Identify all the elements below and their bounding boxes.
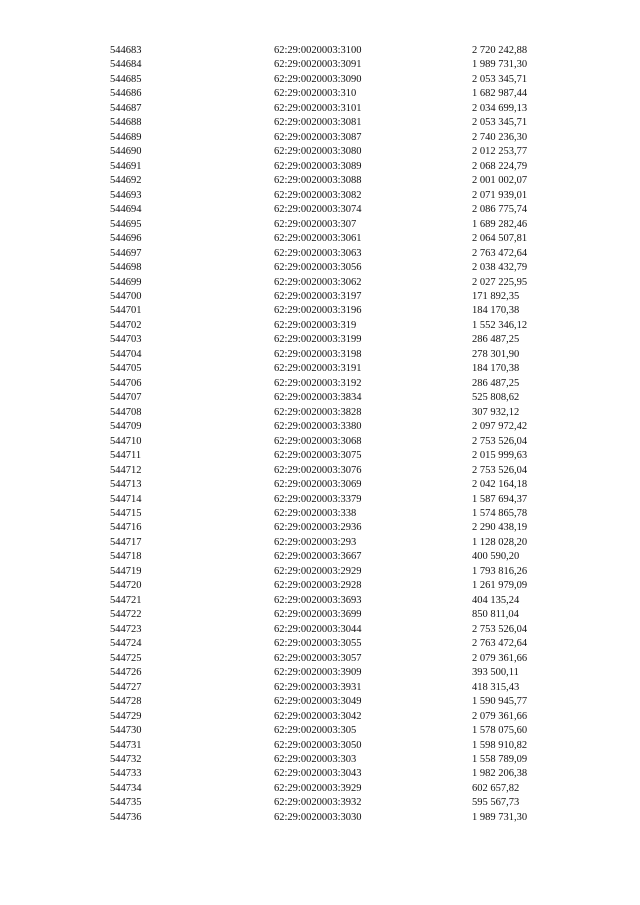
cadastral-number-cell: 62:29:0020003:3061 bbox=[274, 233, 362, 245]
cadastral-number-cell: 62:29:0020003:2928 bbox=[274, 580, 362, 592]
table-row bbox=[0, 796, 640, 810]
cadastral-number-cell: 62:29:0020003:3049 bbox=[274, 696, 362, 708]
row-number-cell: 544725 bbox=[110, 652, 142, 664]
table-row bbox=[0, 608, 640, 622]
cadastral-value-cell: 400 590,20 bbox=[472, 551, 520, 563]
cadastral-value-cell: 404 135,24 bbox=[472, 594, 520, 606]
row-number-cell: 544713 bbox=[110, 479, 142, 491]
cadastral-number-cell: 62:29:0020003:3929 bbox=[274, 782, 362, 794]
cadastral-number-cell: 62:29:0020003:3196 bbox=[274, 305, 362, 317]
row-number-cell: 544721 bbox=[110, 594, 142, 606]
row-number-cell: 544717 bbox=[110, 536, 142, 548]
table-row bbox=[0, 174, 640, 188]
row-number-cell: 544683 bbox=[110, 45, 142, 56]
cadastral-value-cell: 2 034 699,13 bbox=[472, 102, 528, 114]
table-row bbox=[0, 391, 640, 405]
cadastral-value-cell: 2 720 242,88 bbox=[472, 45, 528, 56]
cadastral-value-cell: 2 079 361,66 bbox=[472, 710, 528, 722]
table-row bbox=[0, 348, 640, 362]
row-number-cell: 544685 bbox=[110, 73, 142, 85]
table-row bbox=[0, 565, 640, 579]
cadastral-value-cell: 2 064 507,81 bbox=[472, 233, 528, 245]
cadastral-number-cell: 62:29:0020003:2936 bbox=[274, 522, 362, 534]
table-row bbox=[0, 58, 640, 72]
row-number-cell: 544697 bbox=[110, 247, 142, 259]
table-row bbox=[0, 102, 640, 116]
cadastral-value-cell: 2 753 526,04 bbox=[472, 464, 528, 476]
table-row bbox=[0, 579, 640, 593]
cadastral-number-cell: 62:29:0020003:3101 bbox=[274, 102, 362, 114]
cadastral-number-cell: 62:29:0020003:3055 bbox=[274, 638, 362, 650]
row-number-cell: 544686 bbox=[110, 88, 142, 100]
table-row bbox=[0, 420, 640, 434]
cadastral-value-cell: 2 071 939,01 bbox=[472, 189, 528, 201]
row-number-cell: 544698 bbox=[110, 262, 142, 274]
row-number-cell: 544695 bbox=[110, 218, 142, 230]
cadastral-value-cell: 307 932,12 bbox=[472, 406, 520, 418]
cadastral-number-cell: 62:29:0020003:3069 bbox=[274, 479, 362, 491]
table-row bbox=[0, 507, 640, 521]
cadastral-value-cell: 1 989 731,30 bbox=[472, 811, 528, 823]
row-number-cell: 544704 bbox=[110, 348, 142, 360]
cadastral-value-cell: 393 500,11 bbox=[472, 667, 519, 679]
cadastral-number-cell: 62:29:0020003:3931 bbox=[274, 681, 362, 693]
cadastral-value-cell: 2 053 345,71 bbox=[472, 117, 528, 129]
cadastral-value-cell: 2 068 224,79 bbox=[472, 160, 528, 172]
cadastral-value-cell: 184 170,38 bbox=[472, 363, 520, 375]
cadastral-number-cell: 62:29:0020003:307 bbox=[274, 218, 357, 230]
table-row bbox=[0, 767, 640, 781]
table-row bbox=[0, 695, 640, 709]
cadastral-number-cell: 62:29:0020003:3379 bbox=[274, 493, 362, 505]
cadastral-number-cell: 62:29:0020003:319 bbox=[274, 319, 357, 331]
cadastral-number-cell: 62:29:0020003:3087 bbox=[274, 131, 362, 143]
row-number-cell: 544696 bbox=[110, 233, 142, 245]
row-number-cell: 544702 bbox=[110, 319, 142, 331]
table-row bbox=[0, 218, 640, 232]
row-number-cell: 544714 bbox=[110, 493, 142, 505]
cadastral-value-cell: 2 290 438,19 bbox=[472, 522, 528, 534]
row-number-cell: 544694 bbox=[110, 204, 142, 216]
table-row bbox=[0, 116, 640, 130]
cadastral-value-cell: 1 128 028,20 bbox=[472, 536, 528, 548]
table-row bbox=[0, 594, 640, 608]
cadastral-value-cell: 1 689 282,46 bbox=[472, 218, 528, 230]
row-number-cell: 544720 bbox=[110, 580, 142, 592]
cadastral-number-cell: 62:29:0020003:3197 bbox=[274, 290, 362, 302]
row-number-cell: 544711 bbox=[110, 450, 142, 462]
cadastral-number-cell: 62:29:0020003:3042 bbox=[274, 710, 362, 722]
row-number-cell: 544734 bbox=[110, 782, 142, 794]
cadastral-value-cell: 1 590 945,77 bbox=[472, 696, 528, 708]
cadastral-value-cell: 2 015 999,63 bbox=[472, 450, 528, 462]
cadastral-number-cell: 62:29:0020003:3699 bbox=[274, 609, 362, 621]
row-number-cell: 544731 bbox=[110, 739, 142, 751]
row-number-cell: 544729 bbox=[110, 710, 142, 722]
row-number-cell: 544699 bbox=[110, 276, 142, 288]
row-number-cell: 544719 bbox=[110, 565, 142, 577]
cadastral-number-cell: 62:29:0020003:3075 bbox=[274, 450, 362, 462]
table-row bbox=[0, 377, 640, 391]
cadastral-value-cell: 2 027 225,95 bbox=[472, 276, 528, 288]
row-number-cell: 544690 bbox=[110, 146, 142, 158]
cadastral-value-cell: 418 315,43 bbox=[472, 681, 520, 693]
table-row bbox=[0, 710, 640, 724]
cadastral-number-cell: 62:29:0020003:293 bbox=[274, 536, 357, 548]
table-row bbox=[0, 652, 640, 666]
table-row bbox=[0, 145, 640, 159]
row-number-cell: 544726 bbox=[110, 667, 142, 679]
cadastral-number-cell: 62:29:0020003:3667 bbox=[274, 551, 362, 563]
table-row bbox=[0, 521, 640, 535]
row-number-cell: 544709 bbox=[110, 421, 142, 433]
row-number-cell: 544710 bbox=[110, 435, 142, 447]
cadastral-number-cell: 62:29:0020003:3909 bbox=[274, 667, 362, 679]
cadastral-value-cell: 171 892,35 bbox=[472, 290, 520, 302]
row-number-cell: 544716 bbox=[110, 522, 142, 534]
cadastral-number-cell: 62:29:0020003:3030 bbox=[274, 811, 362, 823]
row-number-cell: 544736 bbox=[110, 811, 142, 823]
row-number-cell: 544732 bbox=[110, 753, 142, 765]
table-row bbox=[0, 232, 640, 246]
cadastral-number-cell: 62:29:0020003:3050 bbox=[274, 739, 362, 751]
cadastral-number-cell: 62:29:0020003:2929 bbox=[274, 565, 362, 577]
cadastral-value-cell: 595 567,73 bbox=[472, 797, 520, 809]
cadastral-value-cell: 286 487,25 bbox=[472, 377, 520, 389]
cadastral-number-cell: 62:29:0020003:3081 bbox=[274, 117, 362, 129]
cadastral-number-cell: 62:29:0020003:3091 bbox=[274, 59, 362, 71]
row-number-cell: 544727 bbox=[110, 681, 142, 693]
cadastral-value-cell: 2 763 472,64 bbox=[472, 638, 528, 650]
table-row bbox=[0, 131, 640, 145]
cadastral-number-cell: 62:29:0020003:3063 bbox=[274, 247, 362, 259]
table-row bbox=[0, 623, 640, 637]
cadastral-number-cell: 62:29:0020003:3828 bbox=[274, 406, 362, 418]
cadastral-value-cell: 184 170,38 bbox=[472, 305, 520, 317]
cadastral-value-cell: 2 079 361,66 bbox=[472, 652, 528, 664]
cadastral-value-cell: 1 598 910,82 bbox=[472, 739, 528, 751]
cadastral-value-cell: 602 657,82 bbox=[472, 782, 520, 794]
cadastral-number-cell: 62:29:0020003:310 bbox=[274, 88, 357, 100]
table-row bbox=[0, 304, 640, 318]
cadastral-value-cell: 2 763 472,64 bbox=[472, 247, 528, 259]
table-row bbox=[0, 811, 640, 825]
row-number-cell: 544723 bbox=[110, 623, 142, 635]
cadastral-number-cell: 62:29:0020003:3056 bbox=[274, 262, 362, 274]
table-row bbox=[0, 189, 640, 203]
table-row bbox=[0, 536, 640, 550]
table-row bbox=[0, 276, 640, 290]
table-row bbox=[0, 782, 640, 796]
table-row bbox=[0, 550, 640, 564]
cadastral-value-cell: 1 574 865,78 bbox=[472, 508, 528, 519]
row-number-cell: 544715 bbox=[110, 508, 142, 519]
cadastral-value-cell: 1 587 694,37 bbox=[472, 493, 528, 505]
table-row bbox=[0, 681, 640, 695]
table-row bbox=[0, 247, 640, 261]
cadastral-number-cell: 62:29:0020003:3068 bbox=[274, 435, 362, 447]
row-number-cell: 544730 bbox=[110, 725, 142, 737]
row-number-cell: 544701 bbox=[110, 305, 142, 317]
table-row bbox=[0, 666, 640, 680]
cadastral-number-cell: 62:29:0020003:3074 bbox=[274, 204, 362, 216]
cadastral-number-cell: 62:29:0020003:3044 bbox=[274, 623, 362, 635]
row-number-cell: 544692 bbox=[110, 175, 142, 187]
cadastral-value-cell: 2 038 432,79 bbox=[472, 262, 528, 274]
row-number-cell: 544707 bbox=[110, 392, 142, 404]
row-number-cell: 544684 bbox=[110, 59, 142, 71]
cadastral-number-cell: 62:29:0020003:3090 bbox=[274, 73, 362, 85]
cadastral-number-cell: 62:29:0020003:3088 bbox=[274, 175, 362, 187]
cadastral-number-cell: 62:29:0020003:3043 bbox=[274, 768, 362, 780]
cadastral-value-cell: 1 261 979,09 bbox=[472, 580, 528, 592]
table-row bbox=[0, 739, 640, 753]
cadastral-number-cell: 62:29:0020003:305 bbox=[274, 725, 357, 737]
row-number-cell: 544728 bbox=[110, 696, 142, 708]
row-number-cell: 544705 bbox=[110, 363, 142, 375]
cadastral-value-cell: 2 753 526,04 bbox=[472, 623, 528, 635]
cadastral-value-cell: 1 552 346,12 bbox=[472, 319, 528, 331]
table-row bbox=[0, 435, 640, 449]
cadastral-value-cell: 1 558 789,09 bbox=[472, 753, 528, 765]
table-row bbox=[0, 637, 640, 651]
cadastral-value-cell: 1 982 206,38 bbox=[472, 768, 528, 780]
cadastral-number-cell: 62:29:0020003:3834 bbox=[274, 392, 362, 404]
row-number-cell: 544724 bbox=[110, 638, 142, 650]
cadastral-number-cell: 62:29:0020003:3089 bbox=[274, 160, 362, 172]
cadastral-value-table bbox=[0, 44, 640, 825]
table-row bbox=[0, 478, 640, 492]
row-number-cell: 544708 bbox=[110, 406, 142, 418]
row-number-cell: 544735 bbox=[110, 797, 142, 809]
row-number-cell: 544722 bbox=[110, 609, 142, 621]
table-row bbox=[0, 753, 640, 767]
cadastral-value-cell: 1 793 816,26 bbox=[472, 565, 528, 577]
row-number-cell: 544718 bbox=[110, 551, 142, 563]
cadastral-value-cell: 2 097 972,42 bbox=[472, 421, 528, 433]
row-number-cell: 544688 bbox=[110, 117, 142, 129]
cadastral-value-cell: 2 753 526,04 bbox=[472, 435, 528, 447]
cadastral-number-cell: 62:29:0020003:3380 bbox=[274, 421, 362, 433]
table-row bbox=[0, 261, 640, 275]
row-number-cell: 544712 bbox=[110, 464, 142, 476]
cadastral-number-cell: 62:29:0020003:3191 bbox=[274, 363, 362, 375]
row-number-cell: 544693 bbox=[110, 189, 142, 201]
table-row bbox=[0, 464, 640, 478]
cadastral-value-cell: 2 053 345,71 bbox=[472, 73, 528, 85]
table-row bbox=[0, 406, 640, 420]
cadastral-number-cell: 62:29:0020003:3080 bbox=[274, 146, 362, 158]
cadastral-number-cell: 62:29:0020003:3693 bbox=[274, 594, 362, 606]
cadastral-value-cell: 2 012 253,77 bbox=[472, 146, 528, 158]
cadastral-number-cell: 62:29:0020003:3082 bbox=[274, 189, 362, 201]
row-number-cell: 544706 bbox=[110, 377, 142, 389]
table-row bbox=[0, 319, 640, 333]
cadastral-value-cell: 1 989 731,30 bbox=[472, 59, 528, 71]
row-number-cell: 544689 bbox=[110, 131, 142, 143]
cadastral-value-cell: 286 487,25 bbox=[472, 334, 520, 346]
row-number-cell: 544700 bbox=[110, 290, 142, 302]
cadastral-value-cell: 2 042 164,18 bbox=[472, 479, 528, 491]
cadastral-value-cell: 850 811,04 bbox=[472, 609, 519, 621]
table-row bbox=[0, 290, 640, 304]
cadastral-number-cell: 62:29:0020003:338 bbox=[274, 508, 357, 519]
cadastral-value-cell: 278 301,90 bbox=[472, 348, 520, 360]
table-row bbox=[0, 44, 640, 58]
cadastral-value-cell: 525 808,62 bbox=[472, 392, 520, 404]
table-row bbox=[0, 73, 640, 87]
cadastral-number-cell: 62:29:0020003:3199 bbox=[274, 334, 362, 346]
table-row bbox=[0, 362, 640, 376]
cadastral-value-cell: 1 578 075,60 bbox=[472, 725, 528, 737]
table-row bbox=[0, 449, 640, 463]
cadastral-number-cell: 62:29:0020003:3062 bbox=[274, 276, 362, 288]
row-number-cell: 544703 bbox=[110, 334, 142, 346]
table-row bbox=[0, 160, 640, 174]
table-row bbox=[0, 724, 640, 738]
cadastral-number-cell: 62:29:0020003:3198 bbox=[274, 348, 362, 360]
cadastral-number-cell: 62:29:0020003:303 bbox=[274, 753, 357, 765]
cadastral-number-cell: 62:29:0020003:3932 bbox=[274, 797, 362, 809]
cadastral-number-cell: 62:29:0020003:3076 bbox=[274, 464, 362, 476]
table-row bbox=[0, 203, 640, 217]
row-number-cell: 544733 bbox=[110, 768, 142, 780]
cadastral-number-cell: 62:29:0020003:3192 bbox=[274, 377, 362, 389]
cadastral-value-cell: 2 740 236,30 bbox=[472, 131, 528, 143]
cadastral-number-cell: 62:29:0020003:3100 bbox=[274, 45, 362, 56]
cadastral-value-cell: 2 086 775,74 bbox=[472, 204, 528, 216]
table-row bbox=[0, 493, 640, 507]
cadastral-value-cell: 2 001 002,07 bbox=[472, 175, 528, 187]
row-number-cell: 544687 bbox=[110, 102, 142, 114]
cadastral-value-cell: 1 682 987,44 bbox=[472, 88, 528, 100]
table-row bbox=[0, 333, 640, 347]
row-number-cell: 544691 bbox=[110, 160, 142, 172]
table-row bbox=[0, 87, 640, 101]
cadastral-number-cell: 62:29:0020003:3057 bbox=[274, 652, 362, 664]
